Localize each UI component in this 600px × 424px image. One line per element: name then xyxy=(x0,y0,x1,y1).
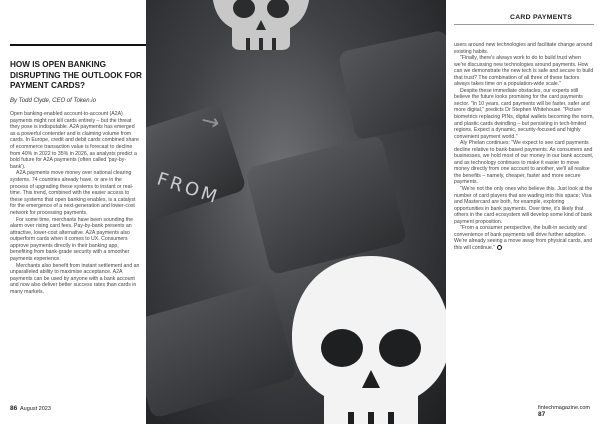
keycap xyxy=(146,104,247,227)
paragraph-last xyxy=(454,225,594,251)
paragraph: Aly Phelan continues: "We expect to see card payments decline relative to bank-based payments. As consumers and businesses, we hold most of our money in our bank account, and as technology continues to make it easier to move money directly from one account to another, we'll all realise the benefits – namely, cheaper, faster and more secure payments. xyxy=(454,140,594,186)
section-label: CARD PAYMENTS xyxy=(510,14,573,21)
right-page xyxy=(446,0,600,424)
keycap xyxy=(338,30,446,141)
keycap xyxy=(146,281,297,418)
paragraph: Merchants also benefit from instant settlement and an unparalleled ability to maximise acceptance. A2A payments can be used by anyone with a bank account and now also deliver better success rates than cards in many markets. xyxy=(10,262,140,296)
paragraph-text: "From a consumer perspective, the built-in security and convenience of bank payments will drive further adoption. We're already seeing a move away from physical cards, and this will continue." xyxy=(454,225,593,251)
byline: By Todd Clyde, CEO of Token.io xyxy=(10,98,96,104)
left-body-text xyxy=(10,111,140,296)
paragraph: "Finally, there's always work to do to build trust when we're discussing new technologies around payments. How can we demonstrate the new tech is safe and secure to build that trust? The combination of all three of these factors always takes time on a population-wide scale." xyxy=(454,55,594,88)
skull-icon-top xyxy=(206,0,316,50)
key-glyph: → xyxy=(198,107,226,138)
page-number: 87 xyxy=(538,411,546,418)
paragraph: users around new technologies and facilitate change around existing habits. xyxy=(454,42,593,55)
paragraph: Despite these immediate obstacles, our experts still believe the future looks promising for the card payments sector. "In 10 years, card payments will be faster, safer and more digital," predicts Dr Stephen Whitehouse. "Picture biometrics replacing PINs, digital wallets becoming the norm, and plastic cards dwindling – but persisting in tech-limited regions. Expect a dynamic, security-focused and highly convenient payment world." xyxy=(454,87,594,140)
keyboard-photo xyxy=(146,0,446,424)
end-mark-icon xyxy=(497,245,502,250)
page-number: 86 xyxy=(10,405,18,412)
left-folio xyxy=(10,405,51,412)
right-folio xyxy=(538,405,600,418)
key-word-from: FROM xyxy=(154,168,223,209)
issue-date: August 2023 xyxy=(20,406,51,412)
skull-icon-bottom xyxy=(286,252,446,424)
left-page xyxy=(0,0,148,424)
section-rule xyxy=(454,24,594,25)
headline-rule xyxy=(10,44,146,46)
article-headline: HOW IS OPEN BANKING DISRUPTING THE OUTLOOK FOR PAYMENT CARDS? xyxy=(10,60,142,90)
paragraph: For some time, merchants have been sounding the alarm over rising card fees. Pay-by-bank presents an attractive, lower-cost alternative. A2A payments also outperform cards when it comes to UX. Consumers approve payments directly in their banking app, benefiting from bank-grade security with a smoother payments experience. xyxy=(10,216,134,263)
site-url: fintechmagazine.com xyxy=(538,405,590,411)
paragraph: A2A payments move money over national clearing systems. 74 countries already have, or are in the process of upgrading these systems to instant or real-time. This trend, combined with the easier access to these systems that open banking enables, is a catalyst for the emergence of a next-generation and lower-cost network for processing payments. xyxy=(10,170,136,216)
paragraph: Open banking-enabled account-to-account (A2A) payments might not kill cards entirely – but the threat they pose is indisputable. A2A payments has emerged as a powerful contender and is claiming volume from cards. In Europe, credit and debit cards combined share of ecommerce transaction value is forecast to decline from 40% in 2022 to 35% in 2026, as analysts predict a bold future for A2A payments (often called 'pay-by-bank'). xyxy=(10,111,139,170)
paragraph: "We're not the only ones who believe this. Just look at the number of card players that are wading into this space; Visa and Mastercard are both, for example, exploring opportunities in bank payments. Over time, it's likely that others in the card ecosystem will develop some kind of bank payment proposition. xyxy=(454,186,593,225)
right-body-text xyxy=(454,42,594,252)
